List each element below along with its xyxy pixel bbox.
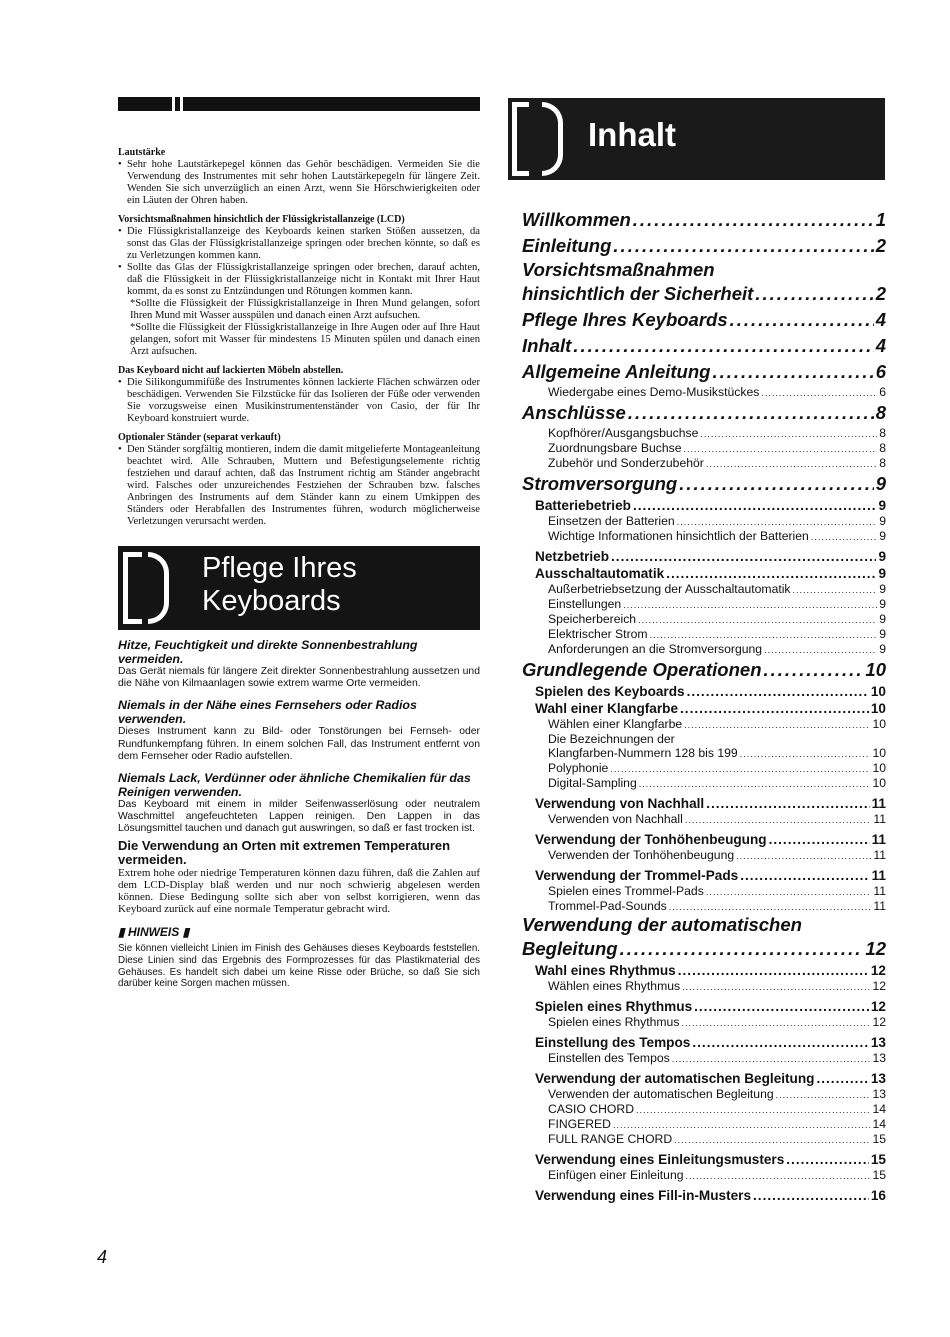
toc-entry-page: 13	[870, 1071, 886, 1086]
toc-leader-dots	[700, 426, 877, 441]
toc-entry-label: Vorsichtsmaßnahmen	[522, 259, 715, 280]
care-body: Das Keyboard mit einem in milder Seifenwasserlösung oder neutralem Waschmittel angefeuchteten Lappen reinigen. Den Lappen in das Lösungsmittel tauchen und danach gut auswringen, so daß er fast trocken ist.	[118, 799, 480, 835]
toc-entry	[522, 1102, 886, 1117]
toc-entry-label: Willkommen	[522, 209, 631, 230]
toc-leader-dots	[639, 776, 871, 791]
toc-entry-page: 11	[873, 848, 886, 862]
toc-entry-page: 9	[879, 514, 886, 528]
toc-entry	[522, 207, 886, 233]
toc-entry-label: Batteriebetrieb	[535, 498, 631, 513]
toc-entry-label: Spielen eines Rhythmus	[548, 1015, 680, 1029]
toc-entry-label: Anschlüsse	[522, 402, 626, 423]
toc-entry-label: Grundlegende Operationen	[522, 659, 762, 680]
toc-entry	[522, 281, 886, 307]
toc-entry-page: 15	[872, 1132, 886, 1146]
left-column	[118, 97, 480, 990]
toc-entry-page: 15	[872, 1168, 886, 1182]
toc-leader-dots	[706, 795, 869, 812]
toc-entry-page: 8	[875, 402, 886, 423]
bullet-text: • Die Silikongummifüße des Instrumentes können lackierte Flächen schwärzen oder beschädigen. Verwenden Sie Filzstücke für das Isolieren der Füße oder verwenden Sie vorzugsweise einen Musikinstrumentenständer von Casio, der für Ihr Keyboard konstruiert wurde.	[118, 377, 480, 425]
toc-entry-page: 12	[872, 979, 886, 993]
toc-entry-label: Einstellen des Tempos	[548, 1051, 670, 1065]
care-heading: Die Verwendung an Orten mit extremen Temperaturen vermeiden.	[118, 837, 451, 867]
safety-section-stand	[118, 432, 480, 528]
toc-entry-label: Speicherbereich	[548, 612, 637, 626]
toc-entry	[522, 359, 886, 385]
toc-entry-label: Spielen des Keyboards	[535, 684, 685, 699]
toc-leader-dots	[674, 1132, 870, 1147]
toc-entry-label: Einstellungen	[548, 597, 622, 611]
toc-entry	[522, 683, 886, 700]
bracket-close-icon	[542, 102, 563, 176]
section-heading: Vorsichtsmaßnahmen hinsichtlich der Flüssigkristallanzeige (LCD)	[118, 214, 405, 225]
toc-entry-label: Verwendung der Tonhöhenbeugung	[535, 832, 767, 847]
care-title-line: Pflege Ihres	[202, 552, 357, 584]
toc-entry-label: FULL RANGE CHORD	[548, 1132, 673, 1146]
toc-leader-dots	[769, 831, 870, 848]
bullet-text: • Den Ständer sorgfältig montieren, indem die damit mitgelieferte Montageanleitung beachtet wird. Alle Schrauben, Muttern und Befestigungselemente richtig festziehen und darauf achten, daß das Instrument richtig am Ständer angebracht wird. Falsches oder unzureichendes Festziehen der Schrauben bzw. falsches Anbringen des Instruments auf dem Ständer kann zu einem Umkippen des Ständers oder Herabfallen des Instrumentes führen, wodurch möglicherweise Verletzungen verursacht werden.	[118, 444, 480, 528]
toc-entry-page: 2	[875, 283, 886, 304]
toc-entry	[522, 732, 886, 746]
toc-entry-page: 9	[878, 549, 886, 564]
toc-leader-dots	[740, 746, 871, 761]
care-body: Dieses Instrument kann zu Bild- oder Tonstörungen bei Fernseh- oder Rundfunkempfang führen. In einem solchen Fall, das Instrument entfernt von dem Fernseher oder Radio aufstellen.	[118, 726, 480, 762]
toc-leader-dots	[633, 207, 874, 233]
toc-entry-page: 11	[871, 796, 886, 811]
toc-entry	[522, 998, 886, 1015]
toc-entry	[522, 1015, 886, 1030]
toc-leader-dots	[761, 385, 877, 400]
toc-entry-page: 10	[872, 761, 886, 775]
toc-leader-dots	[680, 700, 869, 717]
toc-entry	[522, 867, 886, 884]
toc-entry-label: Verwendung der automatischen	[522, 914, 802, 935]
toc-entry	[522, 761, 886, 776]
toc-entry-label: Wählen einer Klangfarbe	[548, 717, 683, 731]
toc-leader-dots	[573, 333, 873, 359]
toc-leader-dots	[692, 1034, 869, 1051]
toc-entry-page: 10	[872, 776, 886, 790]
safety-section-volume	[118, 147, 480, 207]
toc-entry-label: Verwenden von Nachhall	[548, 812, 683, 826]
toc-leader-dots	[764, 642, 877, 657]
toc-leader-dots	[611, 548, 876, 565]
toc-entry-page: 4	[875, 309, 886, 330]
toc-entry	[522, 1187, 886, 1204]
toc-entry-label: Netzbetrieb	[535, 549, 610, 564]
toc-leader-dots	[753, 1187, 869, 1204]
toc-entry-page: 9	[878, 566, 886, 581]
toc-leader-dots	[628, 400, 874, 426]
toc-title: Inhalt	[588, 116, 676, 153]
toc-entry	[522, 1151, 886, 1168]
toc-entry	[522, 776, 886, 791]
toc-entry-page: 2	[875, 235, 886, 256]
toc-entry	[522, 812, 886, 827]
toc-entry-label: Wichtige Informationen hinsichtlich der Batterien	[548, 529, 809, 543]
toc-entry-label: Verwenden der Tonhöhenbeugung	[548, 848, 735, 862]
rule-gap	[172, 97, 175, 111]
table-of-contents	[522, 207, 886, 1204]
toc-leader-dots	[636, 1102, 870, 1117]
hinweis-body: Sie können vielleicht Linien im Finish des Gehäuses dieses Keyboards feststellen. Diese Linien sind das Ergebnis des Formprozesses für das Plastikmaterial des Gehäuses. Es handelt sich dabei um keine Risse oder Brüche, so daß Sie sich darüber keine Sorgen machen müssen.	[118, 943, 480, 990]
care-heading: Niemals Lack, Verdünner oder ähnliche Chemikalien für das Reinigen verwenden.	[118, 771, 471, 800]
care-banner	[118, 546, 480, 630]
toc-leader-dots	[683, 441, 877, 456]
toc-entry	[522, 333, 886, 359]
toc-leader-dots	[679, 471, 873, 497]
care-heading: Niemals in der Nähe eines Fernsehers oder Radios verwenden.	[118, 698, 417, 727]
toc-entry-page: 15	[870, 1152, 886, 1167]
toc-leader-dots	[669, 899, 872, 914]
toc-entry-page: 9	[878, 498, 886, 513]
section-heading: Optionaler Ständer (separat verkauft)	[118, 432, 281, 443]
toc-entry	[522, 471, 886, 497]
toc-entry-label: Verwendung eines Fill-in-Musters	[535, 1188, 752, 1203]
toc-entry	[522, 385, 886, 400]
toc-entry-page: 6	[875, 361, 886, 382]
toc-entry	[522, 1087, 886, 1102]
toc-entry-page: 12	[872, 1015, 886, 1029]
toc-entry	[522, 848, 886, 863]
care-body: Extrem hohe oder niedrige Temperaturen können dazu führen, daß die Zahlen auf dem LCD-Display blaß werden und nur noch schwierig abgelesen werden können. Diese Bedingung sollte sich aber von selbst korrigieren, wenn das Keyboard zurück auf eine normale Temperatur gebracht wird.	[118, 866, 480, 916]
toc-entry	[522, 746, 886, 761]
toc-entry	[522, 831, 886, 848]
toc-entry-page: 13	[872, 1087, 886, 1101]
toc-entry-label: Verwendung eines Einleitungsmusters	[535, 1152, 785, 1167]
toc-leader-dots	[730, 307, 874, 333]
toc-leader-dots	[793, 582, 878, 597]
toc-entry	[522, 400, 886, 426]
toc-leader-dots	[666, 565, 876, 582]
toc-leader-dots	[764, 657, 864, 683]
safety-section-furniture	[118, 365, 480, 425]
toc-entry	[522, 233, 886, 259]
toc-leader-dots	[740, 867, 869, 884]
toc-entry-page: 9	[875, 473, 886, 494]
toc-entry-label: Kopfhörer/Ausgangsbuchse	[548, 426, 699, 440]
toc-leader-dots	[613, 1117, 870, 1132]
toc-entry	[522, 1051, 886, 1066]
toc-entry	[522, 1117, 886, 1132]
toc-entry-page: 10	[865, 659, 886, 680]
toc-entry-label: Verwendung der Trommel-Pads	[535, 868, 739, 883]
toc-entry	[522, 307, 886, 333]
bullet-text: • Die Flüssigkristallanzeige des Keyboards keinen starken Stößen aussetzen, da sonst das Glas der Flüssigkristallanzeige springen oder brechen könnte, so daß es zu Verletzungen kommen kann.	[118, 226, 480, 262]
toc-entry-label: Verwendung von Nachhall	[535, 796, 705, 811]
toc-entry	[522, 497, 886, 514]
toc-leader-dots	[678, 962, 869, 979]
toc-entry-label: Begleitung	[522, 938, 618, 959]
toc-entry-label: Die Bezeichnungen der	[548, 732, 675, 746]
toc-entry-page: 9	[879, 582, 886, 596]
bracket-open-icon	[123, 552, 142, 624]
toc-entry-page: 13	[872, 1051, 886, 1065]
toc-entry	[522, 884, 886, 899]
toc-entry-label: Verwendung der automatischen Begleitung	[535, 1071, 815, 1086]
toc-leader-dots	[677, 514, 878, 529]
toc-entry-label: Zuordnungsbare Buchse	[548, 441, 682, 455]
toc-entry-page: 14	[872, 1102, 886, 1116]
toc-entry-label: hinsichtlich der Sicherheit	[522, 283, 754, 304]
toc-entry	[522, 642, 886, 657]
toc-entry	[522, 548, 886, 565]
toc-entry	[522, 899, 886, 914]
toc-leader-dots	[681, 1015, 870, 1030]
toc-entry-page: 9	[879, 597, 886, 611]
toc-entry-page: 9	[879, 642, 886, 656]
toc-leader-dots	[685, 812, 872, 827]
toc-entry	[522, 582, 886, 597]
toc-entry-label: Spielen eines Trommel-Pads	[548, 884, 704, 898]
toc-leader-dots	[755, 281, 873, 307]
header-rule	[118, 97, 480, 111]
toc-leader-dots	[694, 998, 869, 1015]
toc-entry-label: Wahl einer Klangfarbe	[535, 701, 679, 716]
toc-entry	[522, 962, 886, 979]
toc-leader-dots	[706, 884, 872, 899]
toc-entry	[522, 565, 886, 582]
toc-entry	[522, 456, 886, 471]
toc-entry-label: Wiedergabe eines Demo-Musikstückes	[548, 385, 760, 399]
toc-entry-page: 4	[875, 335, 886, 356]
toc-leader-dots	[613, 233, 873, 259]
toc-entry-label: Trommel-Pad-Sounds	[548, 899, 667, 913]
toc-entry-page: 8	[879, 456, 886, 470]
toc-entry	[522, 1132, 886, 1147]
toc-entry	[522, 979, 886, 994]
care-title-line: Keyboards	[202, 585, 341, 617]
toc-entry	[522, 514, 886, 529]
toc-entry-label: Wählen eines Rhythmus	[548, 979, 681, 993]
toc-entry-label: Stromversorgung	[522, 473, 678, 494]
toc-entry-page: 13	[870, 1035, 886, 1050]
toc-leader-dots	[786, 1151, 869, 1168]
toc-leader-dots	[650, 627, 878, 642]
toc-entry	[522, 717, 886, 732]
toc-entry-page: 11	[873, 899, 886, 913]
toc-leader-dots	[684, 717, 870, 732]
toc-leader-dots	[776, 1087, 871, 1102]
toc-leader-dots	[633, 497, 876, 514]
toc-leader-dots	[687, 683, 869, 700]
toc-entry-page: 11	[873, 884, 886, 898]
toc-entry-page: 11	[873, 812, 886, 826]
care-body: Das Gerät niemals für längere Zeit direkter Sonnenbestrahlung aussetzen und die Nähe von Kilmaanlagen sowie extrem warme Orte vermeiden.	[118, 666, 480, 690]
toc-entry-label: Zubehör und Sonderzubehör	[548, 456, 704, 470]
toc-entry-label: Einleitung	[522, 235, 612, 256]
toc-leader-dots	[623, 597, 877, 612]
rule-gap	[180, 97, 183, 111]
toc-leader-dots	[811, 529, 877, 544]
toc-entry-page: 10	[870, 684, 886, 699]
toc-entry-page: 16	[870, 1188, 886, 1203]
toc-entry-page: 8	[879, 426, 886, 440]
care-heading: Hitze, Feuchtigkeit und direkte Sonnenbestrahlung vermeiden.	[118, 638, 418, 666]
toc-entry-label: Klangfarben-Nummern 128 bis 199	[548, 746, 738, 760]
toc-entry	[522, 597, 886, 612]
toc-leader-dots	[706, 456, 877, 471]
safety-section-lcd	[118, 214, 480, 358]
toc-entry-page: 10	[870, 701, 886, 716]
toc-entry-label: Einfügen einer Einleitung	[548, 1168, 684, 1182]
toc-entry	[522, 612, 886, 627]
toc-entry-page: 11	[871, 832, 886, 847]
toc-entry-label: Verwenden der automatischen Begleitung	[548, 1087, 774, 1101]
bullet-text: • Sollte das Glas der Flüssigkristallanzeige springen oder brechen, darauf achten, daß die Flüssigkeit in der Flüssigkristallanzeige nicht in Kontakt mit Ihrer Haut kommt, da es sonst zu Entzündungen und Rötungen kommen kann.	[118, 262, 480, 298]
toc-leader-dots	[686, 1168, 871, 1183]
bullet-text: • Sehr hohe Lautstärkepegel können das Gehör beschädigen. Vermeiden Sie die Verwendung des Instrumentes mit sehr hohen Lautstärkepegeln für längere Zeit. Wenden Sie sich unverzüglich an einen Arzt, wenn Sie Hörschwierigkeiten oder ein Läuten der Ohren haben.	[118, 159, 480, 207]
toc-entry-page: 9	[879, 612, 886, 626]
hinweis-heading: ▮ HINWEIS ▮	[118, 925, 190, 940]
toc-entry-label: Spielen eines Rhythmus	[535, 999, 693, 1014]
toc-entry	[522, 1070, 886, 1087]
toc-entry-page: 14	[872, 1117, 886, 1131]
toc-entry-label: Polyphonie	[548, 761, 609, 775]
section-heading: Das Keyboard nicht auf lackierten Möbeln abstellen.	[118, 365, 344, 376]
toc-entry-label: FINGERED	[548, 1117, 611, 1131]
toc-entry	[522, 936, 886, 962]
toc-leader-dots	[610, 761, 870, 776]
toc-entry	[522, 795, 886, 812]
toc-entry-label: Anforderungen an die Stromversorgung	[548, 642, 763, 656]
toc-entry-label: CASIO CHORD	[548, 1102, 634, 1116]
toc-leader-dots	[672, 1051, 871, 1066]
toc-entry-label: Digital-Sampling	[548, 776, 637, 790]
toc-entry	[522, 700, 886, 717]
toc-leader-dots	[736, 848, 871, 863]
toc-entry	[522, 259, 886, 281]
page-number: 4	[97, 1247, 108, 1267]
note-text: *Sollte die Flüssigkeit der Flüssigkristallanzeige in Ihre Augen oder auf Ihre Haut gelangen, sofort mit Wasser für mindestens 15 Minuten spülen und danach einen Arzt aufsuchen.	[130, 322, 480, 357]
toc-leader-dots	[620, 936, 864, 962]
section-heading: Lautstärke	[118, 147, 166, 158]
toc-leader-dots	[638, 612, 877, 627]
toc-entry-label: Wahl eines Rhythmus	[535, 963, 676, 978]
toc-entry-page: 6	[879, 385, 886, 399]
toc-entry-label: Einsetzen der Batterien	[548, 514, 675, 528]
toc-entry	[522, 1034, 886, 1051]
bracket-close-icon	[148, 552, 169, 624]
toc-entry	[522, 914, 886, 936]
toc-entry-page: 10	[872, 746, 886, 760]
toc-leader-dots	[712, 359, 873, 385]
bracket-open-icon	[512, 102, 529, 176]
care-title	[202, 552, 357, 618]
toc-entry	[522, 529, 886, 544]
toc-entry-page: 11	[871, 868, 886, 883]
toc-entry-label: Außerbetriebsetzung der Ausschaltautomatik	[548, 582, 791, 596]
toc-entry-page: 1	[875, 209, 886, 230]
toc-entry-page: 10	[872, 717, 886, 731]
toc-entry-label: Allgemeine Anleitung	[522, 361, 711, 382]
toc-entry-label: Ausschaltautomatik	[535, 566, 665, 581]
hinweis-label: HINWEIS	[127, 925, 180, 940]
toc-entry	[522, 1168, 886, 1183]
toc-leader-dots	[816, 1070, 868, 1087]
toc-entry-page: 12	[870, 963, 886, 978]
toc-entry-label: Elektrischer Strom	[548, 627, 648, 641]
note-text: *Sollte die Flüssigkeit der Flüssigkristallanzeige in Ihren Mund gelangen, sofort Ihren Mund mit Wasser ausspülen und danach einen Arzt aufsuchen.	[130, 298, 480, 321]
toc-entry-page: 12	[870, 999, 886, 1014]
toc-entry-page: 9	[879, 627, 886, 641]
toc-entry	[522, 627, 886, 642]
toc-entry-label: Pflege Ihres Keyboards	[522, 309, 728, 330]
toc-entry	[522, 441, 886, 456]
toc-entry-page: 12	[865, 938, 886, 959]
toc-entry	[522, 426, 886, 441]
toc-entry	[522, 657, 886, 683]
toc-leader-dots	[682, 979, 870, 994]
toc-entry-label: Inhalt	[522, 335, 572, 356]
toc-entry-label: Einstellung des Tempos	[535, 1035, 691, 1050]
toc-entry-page: 9	[879, 529, 886, 543]
inhalt-banner	[508, 98, 885, 180]
toc-entry-page: 8	[879, 441, 886, 455]
